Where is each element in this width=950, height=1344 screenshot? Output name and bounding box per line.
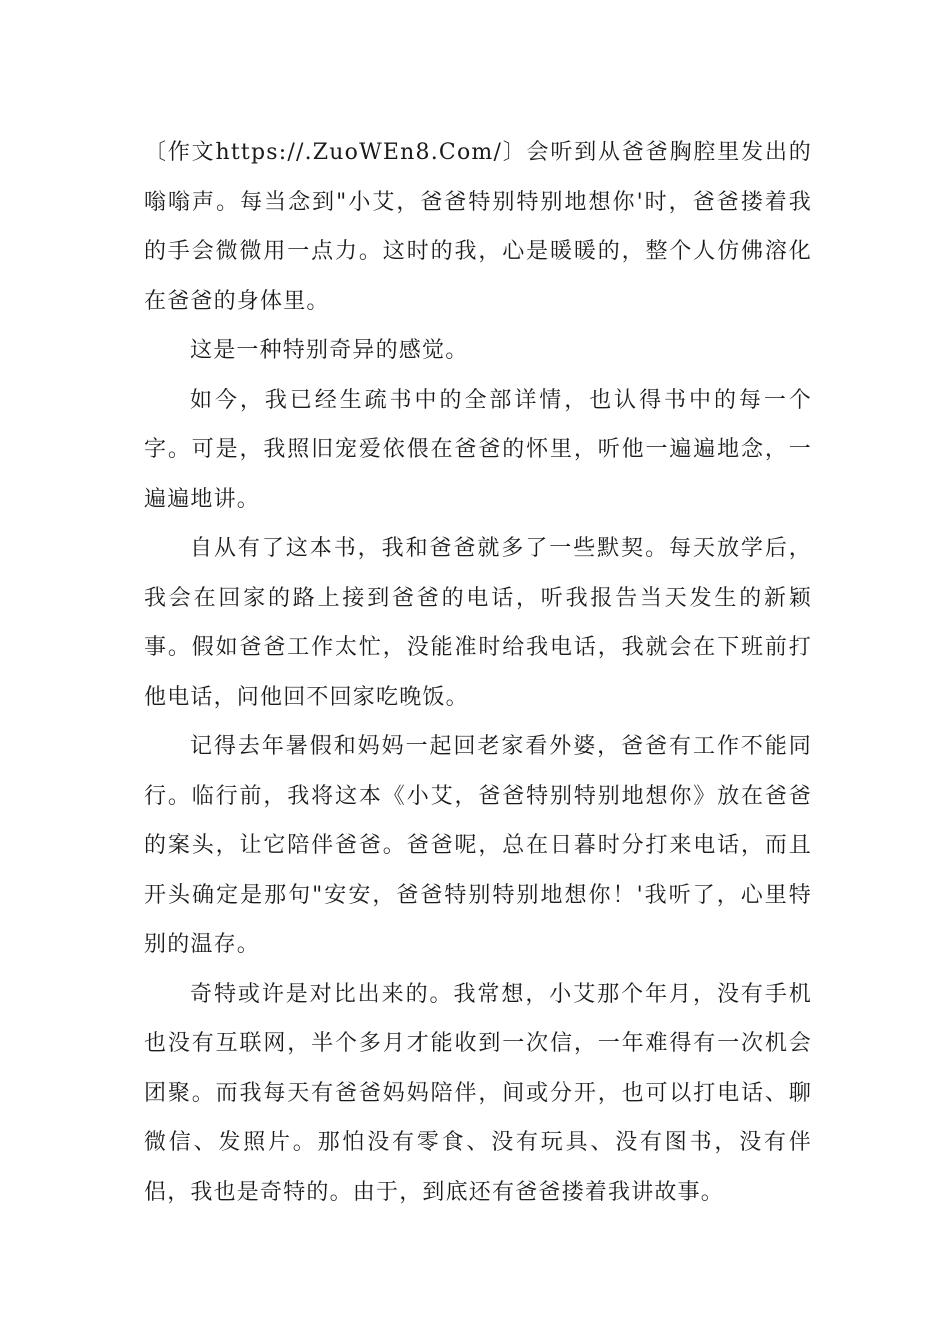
- paragraph-5: 记得去年暑假和妈妈一起回老家看外婆，爸爸有工作不能同行。临行前，我将这本《小艾，爸爸特别特别地想你》放在爸爸的案头，让它陪伴爸爸。爸爸呢，总在日暮时分打来电话，而且开头确定是那句"安安，爸爸特别特别地想你！'我听了，心里特别的温存。: [144, 734, 812, 957]
- paragraph-6: 奇特或许是对比出来的。我常想，小艾那个年月，没有手机也没有互联网，半个多月才能收到一次信，一年难得有一次机会团聚。而我每天有爸爸妈妈陪伴，间或分开，也可以打电话、聊微信、发照片。那怕没有零食、没有玩具、没有图书，没有伴侣，我也是奇特的。由于，到底还有爸爸搂着我讲故事。: [144, 981, 812, 1205]
- paragraph-3: 如今，我已经生疏书中的全部详情，也认得书中的每一个字。可是，我照旧宠爱依偎在爸爸的怀里，听他一遍遍地念，一遍遍地讲。: [144, 387, 812, 512]
- paragraph-1: 〔作文https://.ZuoWEn8.Com/〕会听到从爸爸胸腔里发出的嗡嗡声。每当念到"小艾，爸爸特别特别地想你'时，爸爸搂着我的手会微微用一点力。这时的我，心是暖暖的，整个人仿佛溶化在爸爸的身体里。: [144, 140, 812, 314]
- paragraph-2: 这是一种特别奇异的感觉。: [190, 338, 469, 363]
- paragraph-4: 自从有了这本书，我和爸爸就多了一些默契。每天放学后，我会在回家的路上接到爸爸的电话，听我报告当天发生的新颖事。假如爸爸工作太忙，没能准时给我电话，我就会在下班前打他电话，问他回不回家吃晚饭。: [144, 536, 812, 710]
- body-text: [144, 128, 812, 1217]
